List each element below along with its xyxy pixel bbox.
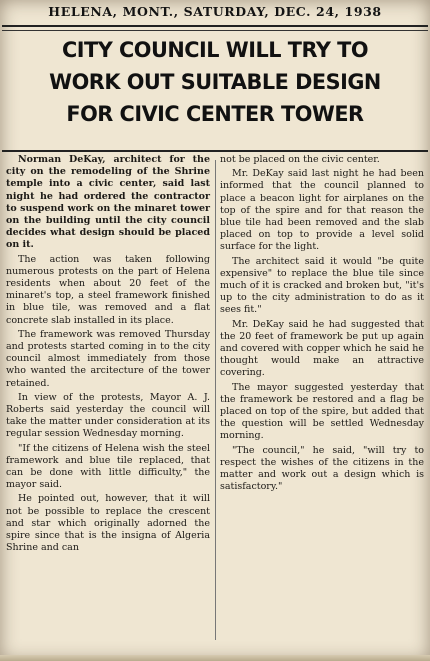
lead-paragraph: Norman DeKay, architect for the city on the remodeling of the Shrine temple into a civic center, said last night he had ordered the contractor to suspend work on the minaret tower on the building until the city council decides what design should be placed on it. [6,154,210,251]
article-paragraph: The mayor suggested yesterday that the framework be restored and a flag be placed on top of the spire, but added that the question will be settled Wednesday morning. [220,381,424,442]
article-paragraph: "The council," he said, "will try to respect the wishes of the citizens in the matter and work out a design which is satisfactory." [220,444,424,493]
article-paragraph: Mr. DeKay said he had suggested that the 20 feet of framework be put up again and covered with copper which he said he thought would make an attractive covering. [220,318,424,379]
headline-line-1: CITY COUNCIL WILL TRY TO [61,38,369,62]
article-paragraph: The action was taken following numerous protests on the part of Helena residents when about 20 feet of the minaret's top, a steel framework finished in blue tile, was removed and a flat concrete slab installed in its place. [6,253,210,326]
page-edge [0,655,430,661]
article-paragraph: Mr. DeKay said last night he had been informed that the council planned to place a beacon light for airplanes on the top of the spire and for that reason the blue tile had been removed and the slab placed on top to provide a level solid surface for the light. [220,168,424,253]
dateline: HELENA, MONT., SATURDAY, DEC. 24, 1938 [48,4,382,19]
article-paragraph: He pointed out, however, that it will not be possible to replace the crescent and star which originally adorned the spire since that is the insigna of Algeria Shrine and can [6,493,210,554]
top-rule-thin [2,30,428,31]
top-rule [2,25,428,27]
headline [4,34,426,130]
article-paragraph: "If the citizens of Helena wish the steel framework and blue tile replaced, that can be done with little difficulty," the mayor said. [6,442,210,491]
article-column-right [220,154,424,495]
article-column-left [6,154,210,557]
article-paragraph: In view of the protests, Mayor A. J. Roberts said yesterday the council will take the matter under consideration at its regular session Wednesday morning. [6,391,210,440]
column-divider [215,160,216,640]
article-paragraph: The architect said it would "be quite expensive" to replace the blue tile since much of it is cracked and broken but, "it's up to the city administration to do as it sees fit." [220,255,424,316]
headline-line-2: WORK OUT SUITABLE DESIGN [49,70,381,94]
headline-rule [2,150,428,152]
article-paragraph: not be placed on the civic center. [220,154,380,165]
article-paragraph: The framework was removed Thursday and protests started coming in to the city council almost immediately from those who wanted the arcitecture of the tower retained. [6,328,210,389]
headline-line-3: FOR CIVIC CENTER TOWER [66,102,364,126]
